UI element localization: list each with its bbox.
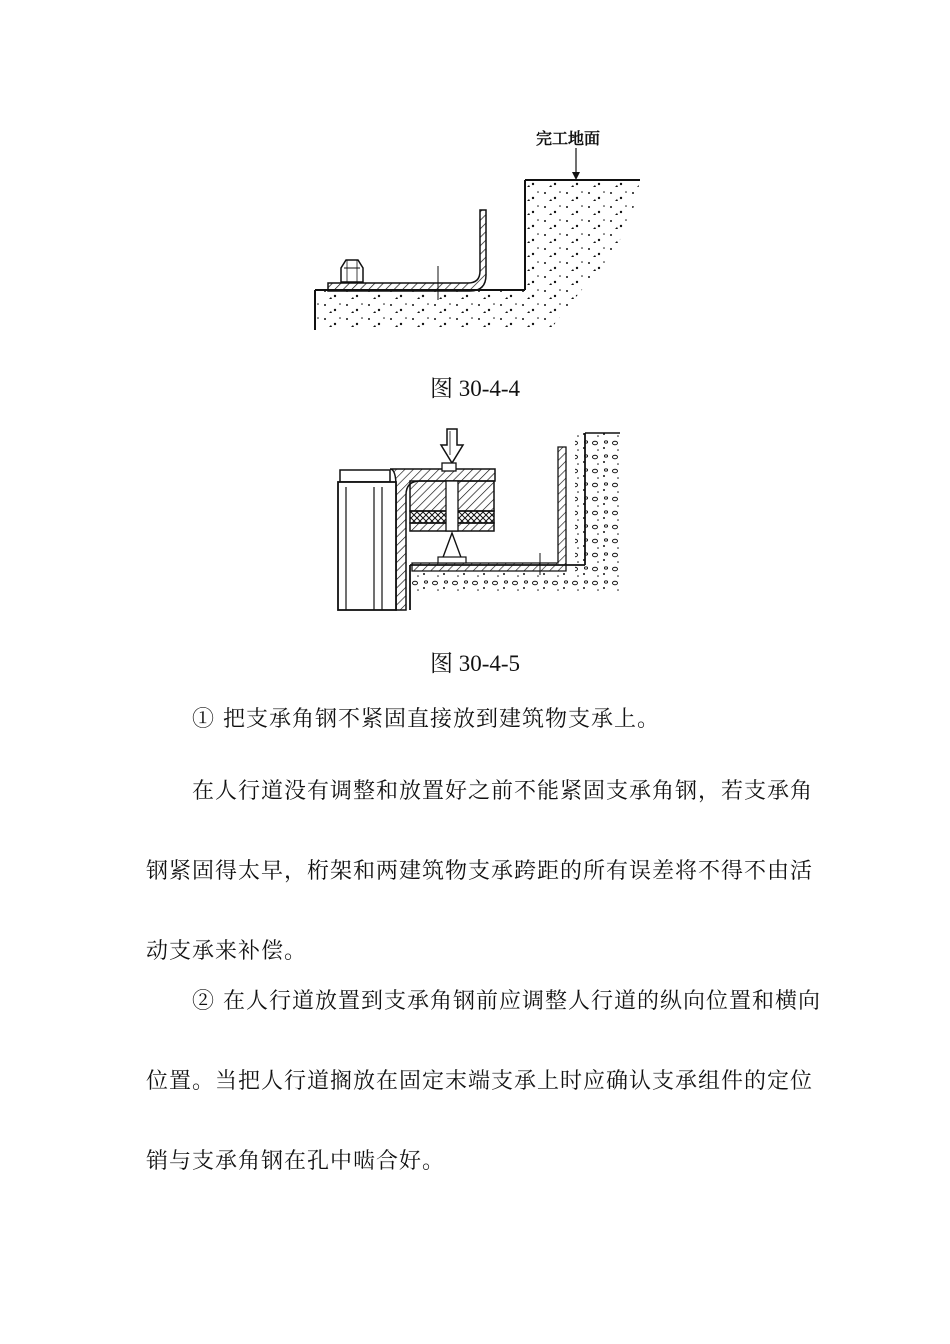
- figure-30-4-4-drawing: [300, 120, 660, 340]
- figure-30-4-4-caption: 图 30-4-4: [429, 376, 521, 401]
- paragraph-fastening-note: 在人行道没有调整和放置好之前不能紧固支承角钢，若支承角钢紧固得太早，桁架和两建筑物支承跨距的所有误差将不得不由活动支承来补偿。: [146, 779, 814, 964]
- figure-30-4-5-caption: 图 30-4-5: [429, 651, 521, 676]
- paragraph-step-1: ① 把支承角钢不紧固直接放到建筑物支承上。: [192, 707, 660, 732]
- figure-30-4-5-drawing: [330, 425, 630, 625]
- paragraph-step-2: ② 在人行道放置到支承角钢前应调整人行道的纵向位置和横向位置。当把人行道搁放在固定末端支承上时应确认支承组件的定位销与支承角钢在孔中啮合好。: [146, 989, 821, 1174]
- finished-ground-label: 完工地面: [536, 129, 601, 148]
